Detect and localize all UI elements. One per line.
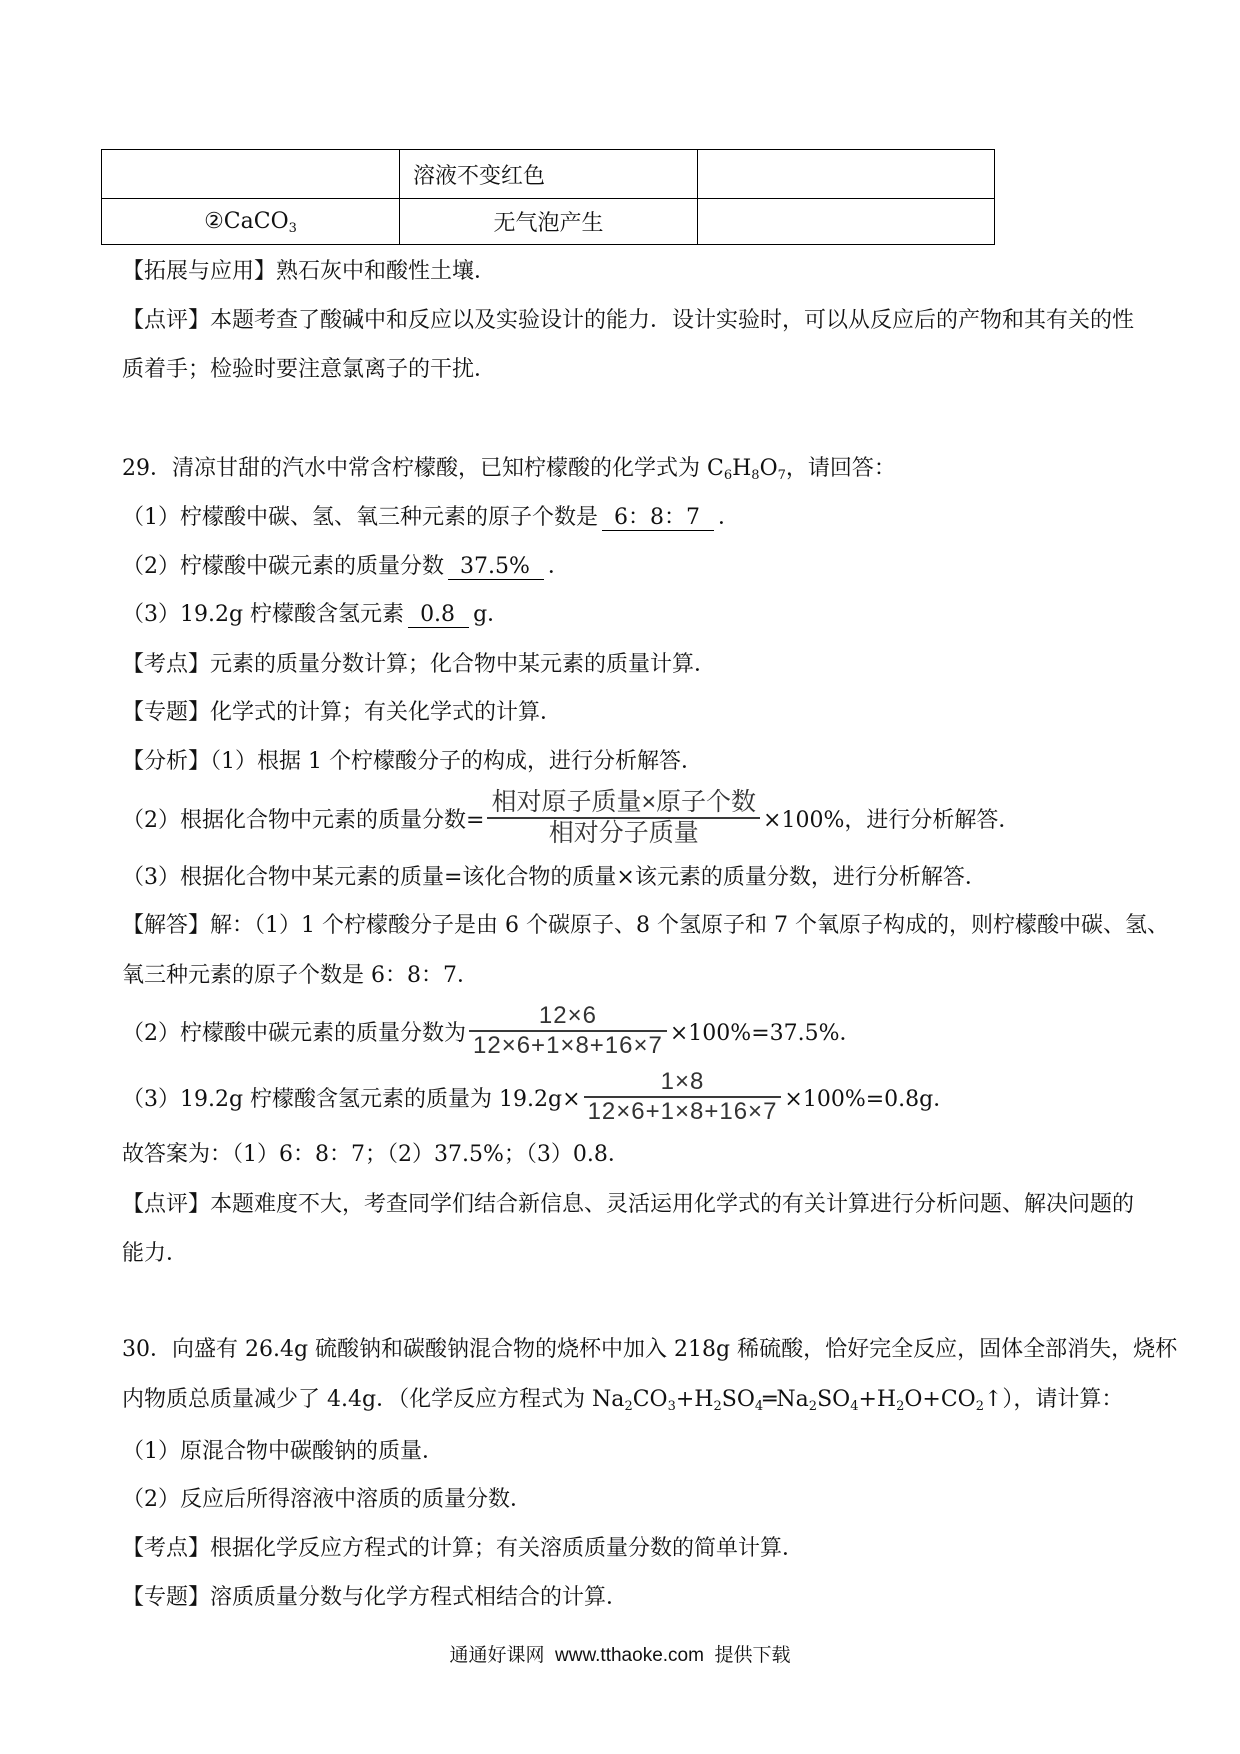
section-label: 【考点】 xyxy=(122,652,211,677)
subscript: 7 xyxy=(777,468,786,483)
text-run: ，请回答： xyxy=(785,456,896,481)
q30-stem-1 xyxy=(122,1335,1177,1365)
text-run: 元素的质量分数计算；化合物中某元素的质量计算． xyxy=(210,652,717,677)
subscript: 6 xyxy=(723,468,733,483)
text-run: ═Na xyxy=(763,1387,809,1412)
text-run: CO xyxy=(632,1387,668,1412)
section-label: 【分析】 xyxy=(122,749,211,774)
q29-solution-4 xyxy=(122,1067,955,1127)
page-footer: 通通好课网 www.tthaoke.com 提供下载 xyxy=(449,1645,791,1666)
q30-kaodian xyxy=(122,1534,804,1564)
table-cell-reagent xyxy=(102,199,400,245)
text-run: O xyxy=(759,456,778,481)
q29-comment-1 xyxy=(122,1190,1134,1220)
text-run: 根据化学反应方程式的计算；有关溶质质量分数的简单计算． xyxy=(210,1536,805,1561)
table-row xyxy=(102,199,995,245)
text-run: 氧三种元素的原子个数是 6：8：7． xyxy=(122,963,479,988)
q29-comment-2 xyxy=(122,1239,188,1269)
fraction xyxy=(469,1003,667,1059)
text-run: （1）根据 1 个柠檬酸分子的构成，进行分析解答． xyxy=(210,749,703,774)
q29-solution-1 xyxy=(122,911,1169,941)
text-run: g． xyxy=(473,602,510,627)
text-run: H xyxy=(732,456,752,481)
q29-answer xyxy=(122,1140,630,1170)
q29-part-2 xyxy=(122,552,570,582)
text-run: （2）反应后所得溶液中溶质的质量分数． xyxy=(122,1487,532,1512)
comment-line-2 xyxy=(122,355,496,385)
subscript: 2 xyxy=(896,1399,905,1414)
fraction-denominator: 相对分子质量 xyxy=(548,819,699,847)
text-run: ×100%=37.5%． xyxy=(669,1020,862,1046)
text-run: 溶质质量分数与化学方程式相结合的计算． xyxy=(210,1585,629,1610)
q29-part-3 xyxy=(122,600,509,630)
subscript: 2 xyxy=(713,1399,722,1414)
text-run: ↑），请计算： xyxy=(984,1387,1124,1412)
answer-blank: 6：8：7 xyxy=(602,506,714,531)
text-run: （2）根据化合物中元素的质量分数= xyxy=(122,807,485,833)
q30-part-1 xyxy=(122,1437,444,1467)
text-run: （2）柠檬酸中碳元素的质量分数 xyxy=(122,554,444,579)
text-run: O+CO xyxy=(904,1387,976,1412)
subscript: 4 xyxy=(754,1399,764,1414)
q29-part-1 xyxy=(122,503,740,533)
text-run: 质着手；检验时要注意氯离子的干扰． xyxy=(122,357,497,382)
table-row xyxy=(102,150,995,199)
section-label: 【专题】 xyxy=(122,1585,211,1610)
subscript: 8 xyxy=(751,468,760,483)
answer-blank: 37.5% xyxy=(448,555,544,580)
q29-solution-2 xyxy=(122,961,479,991)
q29-kaodian xyxy=(122,650,716,680)
q29-solution-3 xyxy=(122,1001,862,1061)
section-label: 【考点】 xyxy=(122,1536,211,1561)
text-run: 29．清凉甘甜的汽水中常含柠檬酸，已知柠檬酸的化学式为 C xyxy=(122,456,724,481)
text-run: （3）19.2g 柠檬酸含氢元素的质量为 19.2g× xyxy=(122,1086,581,1112)
text-run: ． xyxy=(547,554,570,579)
table-cell-empty xyxy=(698,199,995,245)
section-label: 【点评】 xyxy=(122,308,211,333)
section-label: 【解答】 xyxy=(122,913,211,938)
fraction xyxy=(487,789,760,847)
text-run: 本题难度不大，考查同学们结合新信息、灵活运用化学式的有关计算进行分析问题、解决问题的 xyxy=(210,1192,1135,1217)
text-run: ×100%=0.8g． xyxy=(784,1086,956,1112)
q29-analysis-3 xyxy=(122,863,987,893)
subscript: 2 xyxy=(975,1399,984,1414)
text-run: ②CaCO xyxy=(204,209,289,234)
text-run: 故答案为：（1）6：8：7；（2）37.5%；（3）0.8． xyxy=(122,1142,630,1167)
section-label: 【点评】 xyxy=(122,1192,211,1217)
q29-analysis-2 xyxy=(122,788,1020,848)
q30-stem-2 xyxy=(122,1385,1123,1415)
text-run: （1）柠檬酸中碳、氢、氧三种元素的原子个数是 xyxy=(122,505,598,530)
q29-analysis-1 xyxy=(122,747,703,777)
text-run: 能力． xyxy=(122,1241,189,1266)
fraction-numerator: 1×8 xyxy=(660,1068,705,1096)
fraction xyxy=(584,1069,782,1125)
subscript: 4 xyxy=(850,1399,859,1414)
text-run: ×100%，进行分析解答． xyxy=(763,807,1021,833)
table-cell-result: 无气泡产生 xyxy=(400,199,698,245)
fraction-denominator: 12×6+1×8+16×7 xyxy=(473,1032,663,1059)
text-run: 解：（1）1 个柠檬酸分子是由 6 个碳原子、8 个氢原子和 7 个氧原子构成的，则柠檬酸中碳、氢、 xyxy=(210,913,1169,938)
q30-zhuanti xyxy=(122,1583,628,1613)
text-run: （2）柠檬酸中碳元素的质量分数为 xyxy=(122,1020,466,1046)
q29-stem xyxy=(122,454,896,484)
text-run: SO xyxy=(721,1387,755,1412)
text-run: 熟石灰中和酸性土壤． xyxy=(276,259,497,284)
table-cell-empty xyxy=(102,150,400,199)
answer-blank: 0.8 xyxy=(408,603,469,628)
subscript: 2 xyxy=(624,1399,633,1414)
text-run: +H xyxy=(858,1387,897,1412)
text-run: ． xyxy=(718,505,741,530)
text-run: 30．向盛有 26.4g 硫酸钠和碳酸钠混合物的烧杯中加入 218g 稀硫酸，恰好完全反应，固体全部消失，烧杯 xyxy=(122,1337,1178,1362)
q29-zhuanti xyxy=(122,698,562,728)
fraction-numerator: 相对原子质量×原子个数 xyxy=(491,788,757,816)
text-run: （3）根据化合物中某元素的质量=该化合物的质量×该元素的质量分数，进行分析解答． xyxy=(122,865,987,890)
text-run: SO xyxy=(817,1387,851,1412)
subscript: 3 xyxy=(288,221,297,236)
subscript: 2 xyxy=(808,1399,818,1414)
table-cell-result: 溶液不变红色 xyxy=(400,150,698,199)
table-cell-empty xyxy=(698,150,995,199)
subscript: 3 xyxy=(667,1399,676,1414)
extension-line xyxy=(122,257,496,287)
experiment-table xyxy=(101,149,995,245)
fraction-numerator: 12×6 xyxy=(538,1002,597,1030)
text-run: 内物质总质量减少了 4.4g．（化学反应方程式为 Na xyxy=(122,1387,625,1412)
text-run: 本题考查了酸碱中和反应以及实验设计的能力．设计实验时，可以从反应后的产物和其有关的性 xyxy=(210,308,1135,333)
text-run: （1）原混合物中碳酸钠的质量． xyxy=(122,1439,444,1464)
section-label: 【专题】 xyxy=(122,700,211,725)
text-run: +H xyxy=(675,1387,714,1412)
text-run: （3）19.2g 柠檬酸含氢元素 xyxy=(122,602,405,627)
q30-part-2 xyxy=(122,1485,532,1515)
comment-line-1 xyxy=(122,306,1134,336)
section-label: 【拓展与应用】 xyxy=(122,259,277,284)
text-run: 化学式的计算；有关化学式的计算． xyxy=(210,700,563,725)
fraction-denominator: 12×6+1×8+16×7 xyxy=(587,1098,778,1125)
